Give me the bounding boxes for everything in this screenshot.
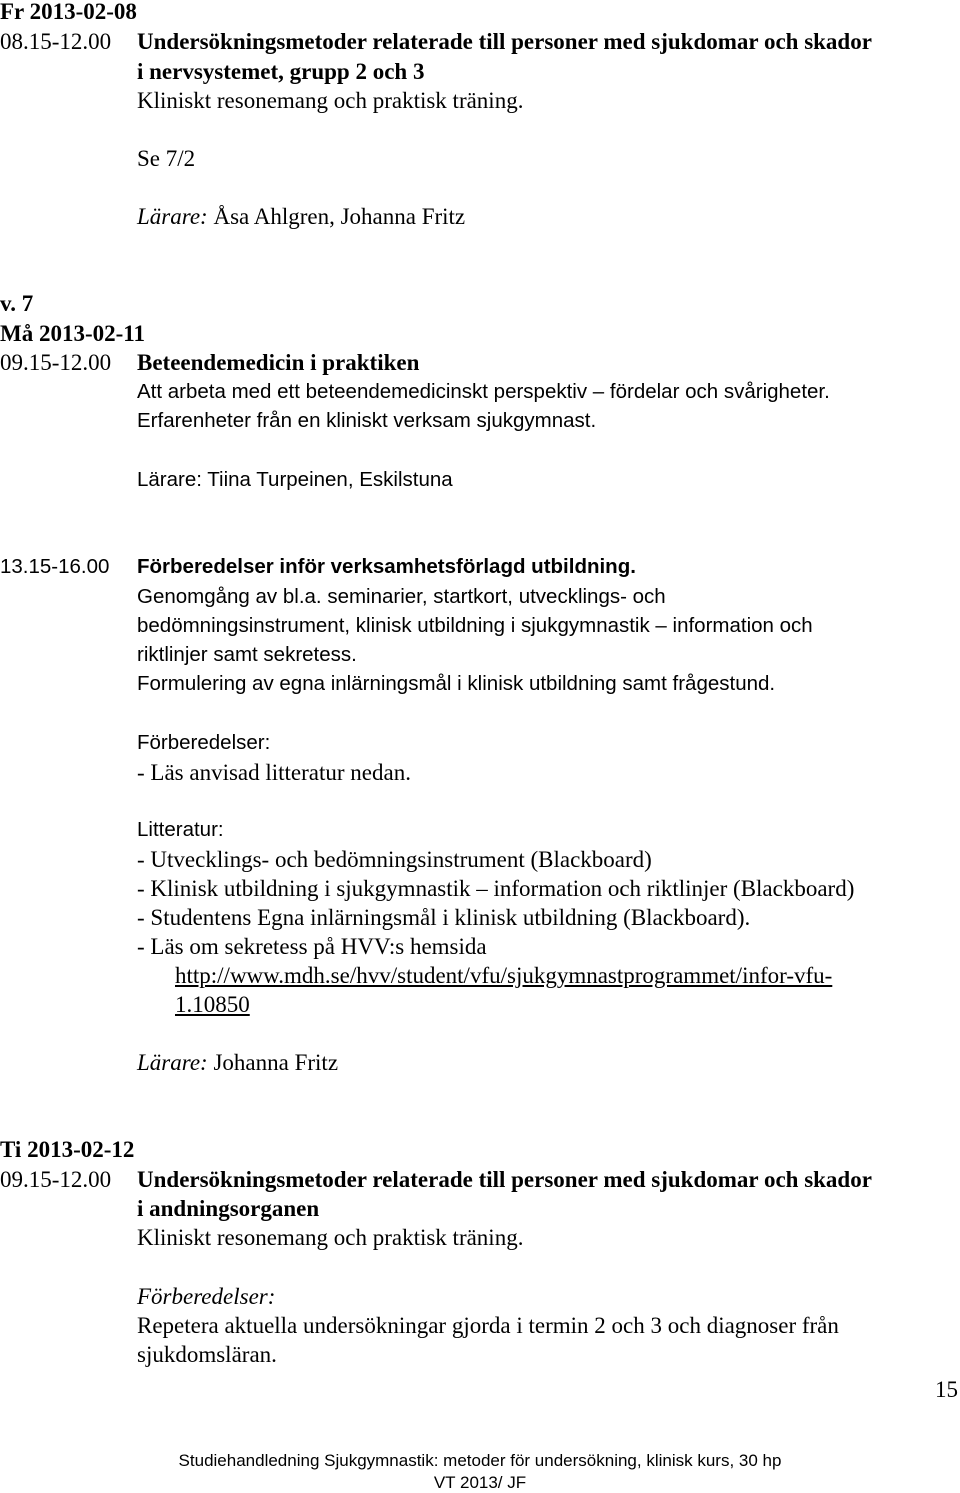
session-title: Undersökningsmetoder relaterade till personer med sjukdomar och skador	[137, 1167, 872, 1192]
teacher-line	[137, 205, 465, 228]
teacher-names: Åsa Ahlgren, Johanna Fritz	[213, 204, 466, 229]
footer-term: VT 2013/ JF	[433, 1473, 527, 1492]
page-number: 15	[935, 1377, 958, 1402]
session-description: Att arbeta med ett beteendemedicinskt perspektiv – fördelar och svårigheter.	[137, 380, 830, 403]
day-heading-fr: Fr 2013-02-08	[0, 0, 137, 24]
literature-item: - Utvecklings- och bedömningsinstrument (Blackboard)	[137, 847, 652, 872]
week-heading: v. 7	[0, 291, 34, 316]
teacher-names: Johanna Fritz	[213, 1050, 339, 1075]
literature-item: - Klinisk utbildning i sjukgymnastik – information och riktlinjer (Blackboard)	[137, 876, 855, 901]
session-title: Förberedelser inför verksamhetsförlagd utbildning.	[137, 555, 636, 578]
hvv-link-cont[interactable]: 1.10850	[175, 992, 250, 1017]
session-title-cont: i andningsorganen	[137, 1196, 320, 1221]
literature-item: - Läs om sekretess på HVV:s hemsida	[137, 934, 487, 959]
session-time: 08.15-12.00	[0, 29, 112, 54]
day-heading-ti: Ti 2013-02-12	[0, 1137, 135, 1162]
teacher-line: Lärare: Tiina Turpeinen, Eskilstuna	[137, 468, 453, 491]
session-description: Formulering av egna inlärningsmål i klinisk utbildning samt frågestund.	[137, 672, 776, 695]
preparation-text: Repetera aktuella undersökningar gjorda i termin 2 och 3 och diagnoser från	[137, 1313, 839, 1338]
session-time: 09.15-12.00	[0, 1167, 112, 1192]
hvv-link-line2[interactable]	[175, 993, 250, 1016]
teacher-label: Lärare:	[137, 204, 208, 229]
preparation-label: Förberedelser:	[137, 731, 271, 754]
session-subtitle: Kliniskt resonemang och praktisk träning.	[137, 88, 524, 113]
session-title: Beteendemedicin i praktiken	[137, 350, 420, 375]
teacher-label: Lärare:	[137, 1050, 208, 1075]
preparation-text: sjukdomsläran.	[137, 1342, 277, 1367]
see-reference: Se 7/2	[137, 146, 196, 171]
session-description: Genomgång av bl.a. seminarier, startkort, utvecklings- och	[137, 585, 666, 608]
session-time: 13.15-16.00	[0, 555, 110, 578]
day-heading-ma: Må 2013-02-11	[0, 321, 146, 346]
literature-item: - Studentens Egna inlärningsmål i klinisk utbildning (Blackboard).	[137, 905, 751, 930]
session-description: riktlinjer samt sekretess.	[137, 643, 357, 666]
footer-title: Studiehandledning Sjukgymnastik: metoder för undersökning, klinisk kurs, 30 hp	[178, 1451, 782, 1470]
preparation-item: - Läs anvisad litteratur nedan.	[137, 760, 411, 785]
session-title-cont: i nervsystemet, grupp 2 och 3	[137, 59, 425, 84]
session-title: Undersökningsmetoder relaterade till personer med sjukdomar och skador	[137, 29, 872, 54]
session-description: Erfarenheter från en kliniskt verksam sjukgymnast.	[137, 409, 597, 432]
teacher-line	[137, 1051, 338, 1074]
literature-label: Litteratur:	[137, 818, 224, 841]
session-subtitle: Kliniskt resonemang och praktisk träning.	[137, 1225, 524, 1250]
preparation-label: Förberedelser:	[137, 1284, 276, 1309]
hvv-link-line1[interactable]	[175, 964, 832, 987]
hvv-link[interactable]: http://www.mdh.se/hvv/student/vfu/sjukgymnastprogrammet/infor-vfu-	[175, 963, 833, 988]
session-time: 09.15-12.00	[0, 350, 112, 375]
session-description: bedömningsinstrument, klinisk utbildning i sjukgymnastik – information och	[137, 614, 813, 637]
